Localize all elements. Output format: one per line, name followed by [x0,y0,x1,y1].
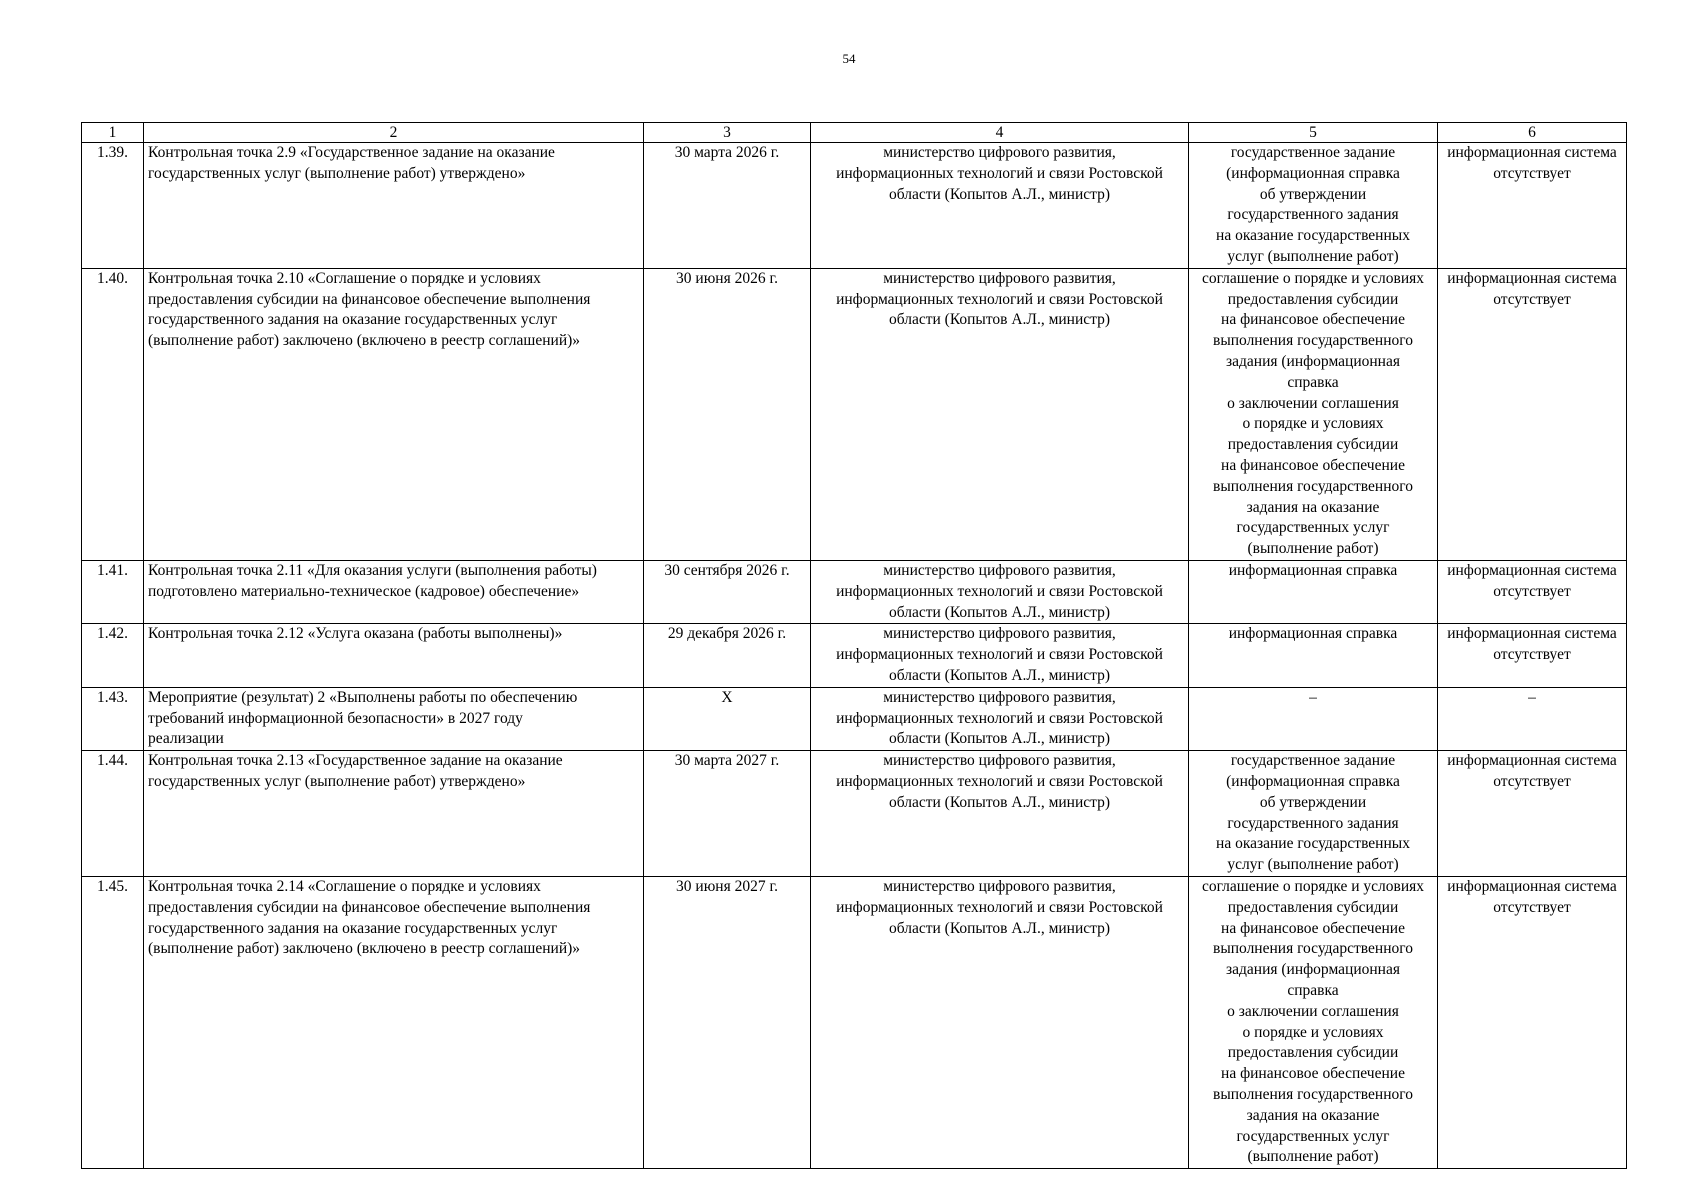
information-system-line: отсутствует [1493,646,1571,664]
confirming-document-line: (выполнение работ) [1247,1148,1379,1166]
table-row [82,751,1627,877]
responsible-executor-cell [811,687,1189,750]
column-number: 3 [644,123,811,143]
responsible-executor-line: информационных технологий и связи Ростовской [836,709,1163,727]
confirming-document-line: соглашение о порядке и условиях [1201,877,1425,895]
confirming-document-line: соглашение о порядке и условиях [1201,269,1425,287]
responsible-executor-cell [811,751,1189,877]
information-system-line: информационная система [1447,144,1617,161]
confirming-document-line: выполнения государственного [1213,940,1413,958]
information-system-cell [1438,560,1627,623]
confirming-document-line: выполнения государственного [1213,1085,1413,1103]
item-name-line: государственного задания на оказание государственных услуг [148,919,558,937]
confirming-document-cell [1189,560,1438,623]
responsible-executor-cell [811,560,1189,623]
item-number-cell: 1.45. [82,876,144,1168]
column-number: 2 [144,123,644,143]
page-number: 54 [842,51,856,66]
column-number: 5 [1189,123,1438,143]
confirming-document-line: информационная справка [1228,625,1398,643]
confirming-document-line: о заключении соглашения [1227,394,1399,412]
table-row [82,624,1627,687]
column-number: 1 [82,123,144,143]
item-name-cell [144,268,644,560]
responsible-executor-line: министерство цифрового развития, [883,688,1116,706]
due-date-line: 30 марта 2026 г. [674,144,780,161]
table-row [82,560,1627,623]
information-system-cell [1438,624,1627,687]
item-number-cell: 1.40. [82,268,144,560]
column-number-row [82,123,1627,143]
responsible-executor-cell [811,876,1189,1168]
information-system-cell [1438,268,1627,560]
due-date-line: 29 декабря 2026 г. [667,625,787,643]
information-system-line: информационная система [1447,752,1617,770]
item-name-line: Контрольная точка 2.9 «Государственное задание на оказание [148,144,555,161]
confirming-document-line: о заключении соглашения [1227,1002,1399,1020]
column-number: 6 [1438,123,1627,143]
confirming-document-line: предоставления субсидии [1227,898,1399,916]
responsible-executor-line: области (Копытов А.Л., министр) [888,919,1111,937]
confirming-document-line: задания (информационная [1226,961,1400,979]
responsible-executor-line: области (Копытов А.Л., министр) [888,730,1111,748]
responsible-executor-line: информационных технологий и связи Ростовской [836,772,1163,790]
responsible-executor-cell [811,624,1189,687]
item-name-cell [144,143,644,269]
table-row [82,687,1627,750]
information-system-line: отсутствует [1493,582,1571,600]
confirming-document-line: на финансовое обеспечение [1221,311,1405,329]
information-system-line: отсутствует [1493,898,1571,916]
confirming-document-line: о порядке и условиях [1242,415,1384,433]
table-row [82,268,1627,560]
item-number-cell: 1.43. [82,687,144,750]
due-date-line: 30 июня 2026 г. [676,269,778,287]
confirming-document-line: выполнения государственного [1213,477,1413,495]
responsible-executor-cell [811,268,1189,560]
item-name-line: подготовлено материально-техническое (кадровое) обеспечение» [148,582,580,600]
information-system-line: информационная система [1447,269,1617,287]
responsible-executor-line: области (Копытов А.Л., министр) [888,666,1111,684]
responsible-executor-line: министерство цифрового развития, [883,561,1116,579]
confirming-document-line: задания на оказание [1246,1106,1380,1124]
item-name-line: реализации [148,730,224,748]
confirming-document-cell [1189,687,1438,750]
item-name-line: предоставления субсидии на финансовое обеспечение выполнения [148,290,591,308]
responsible-executor-line: области (Копытов А.Л., министр) [888,185,1111,203]
item-name-line: требований информационной безопасности» в 2027 году [148,709,523,727]
responsible-executor-line: области (Копытов А.Л., министр) [888,603,1111,621]
confirming-document-cell [1189,624,1438,687]
plan-table [81,122,1627,1169]
confirming-document-cell [1189,143,1438,269]
information-system-line: информационная система [1447,877,1617,895]
responsible-executor-cell [811,143,1189,269]
information-system-cell [1438,143,1627,269]
confirming-document-line: справка [1287,981,1339,999]
table-row [82,143,1627,269]
responsible-executor-line: информационных технологий и связи Ростовской [836,290,1163,308]
confirming-document-line: услуг (выполнение работ) [1227,856,1399,874]
information-system-line: отсутствует [1493,164,1571,182]
confirming-document-cell [1189,876,1438,1168]
due-date-cell [644,268,811,560]
item-number-cell: 1.41. [82,560,144,623]
due-date-cell [644,876,811,1168]
information-system-cell [1438,687,1627,750]
item-name-cell [144,624,644,687]
confirming-document-line: государственных услуг [1236,519,1390,537]
responsible-executor-line: информационных технологий и связи Ростовской [836,646,1163,664]
responsible-executor-line: информационных технологий и связи Ростовской [836,164,1163,182]
due-date-cell [644,143,811,269]
due-date-line: Х [721,688,733,706]
item-name-line: Контрольная точка 2.13 «Государственное задание на оказание [148,752,563,770]
confirming-document-line: (выполнение работ) [1247,540,1379,558]
confirming-document-line: на оказание государственных [1216,835,1410,853]
item-name-cell [144,560,644,623]
item-name-line: (выполнение работ) заключено (включено в реестр соглашений)» [148,940,581,958]
information-system-line: отсутствует [1493,772,1571,790]
confirming-document-line: – [1309,688,1317,706]
confirming-document-line: справка [1287,373,1339,391]
due-date-line: 30 марта 2027 г. [674,752,780,770]
column-number: 4 [811,123,1189,143]
confirming-document-line: государственного задания [1227,814,1399,832]
confirming-document-line: задания на оказание [1246,498,1380,516]
responsible-executor-line: министерство цифрового развития, [883,144,1116,161]
information-system-line: отсутствует [1493,290,1571,308]
confirming-document-line: об утверждении [1259,793,1367,811]
responsible-executor-line: министерство цифрового развития, [883,877,1116,895]
due-date-line: 30 сентября 2026 г. [664,561,790,579]
item-name-line: Контрольная точка 2.12 «Услуга оказана (работы выполнены)» [148,625,563,643]
information-system-cell [1438,751,1627,877]
confirming-document-cell [1189,268,1438,560]
confirming-document-line: (информационная справка [1226,164,1400,182]
responsible-executor-line: министерство цифрового развития, [883,625,1116,643]
item-number-cell: 1.42. [82,624,144,687]
due-date-line: 30 июня 2027 г. [676,877,778,895]
confirming-document-cell [1189,751,1438,877]
confirming-document-line: о порядке и условиях [1242,1023,1384,1041]
table-body [82,123,1627,1169]
item-name-line: государственных услуг (выполнение работ) утверждено» [148,772,526,790]
item-number-cell: 1.44. [82,751,144,877]
information-system-line: – [1528,688,1536,706]
table-row [82,876,1627,1168]
information-system-line: информационная система [1447,561,1617,579]
item-name-line: (выполнение работ) заключено (включено в реестр соглашений)» [148,332,581,350]
confirming-document-line: об утверждении [1259,185,1367,203]
information-system-cell [1438,876,1627,1168]
confirming-document-line: на оказание государственных [1216,227,1410,245]
confirming-document-line: государственное задание [1230,144,1396,161]
confirming-document-line: на финансовое обеспечение [1221,456,1405,474]
confirming-document-line: информационная справка [1228,561,1398,579]
due-date-cell [644,560,811,623]
confirming-document-line: государственное задание [1230,752,1396,770]
confirming-document-line: услуг (выполнение работ) [1227,247,1399,265]
confirming-document-line: на финансовое обеспечение [1221,1065,1405,1083]
item-number-cell: 1.39. [82,143,144,269]
information-system-line: информационная система [1447,625,1617,643]
item-name-line: государственных услуг (выполнение работ) утверждено» [148,164,526,182]
due-date-cell [644,751,811,877]
confirming-document-line: предоставления субсидии [1227,1044,1399,1062]
responsible-executor-line: информационных технологий и связи Ростовской [836,582,1163,600]
due-date-cell [644,687,811,750]
item-name-cell [144,687,644,750]
confirming-document-line: выполнения государственного [1213,332,1413,350]
item-name-line: предоставления субсидии на финансовое обеспечение выполнения [148,898,591,916]
responsible-executor-line: области (Копытов А.Л., министр) [888,793,1111,811]
responsible-executor-line: министерство цифрового развития, [883,752,1116,770]
confirming-document-line: предоставления субсидии [1227,436,1399,454]
responsible-executor-line: области (Копытов А.Л., министр) [888,311,1111,329]
item-name-line: государственного задания на оказание государственных услуг [148,311,558,329]
item-name-cell [144,876,644,1168]
item-name-cell [144,751,644,877]
responsible-executor-line: информационных технологий и связи Ростовской [836,898,1163,916]
confirming-document-line: предоставления субсидии [1227,290,1399,308]
responsible-executor-line: министерство цифрового развития, [883,269,1116,287]
item-name-line: Мероприятие (результат) 2 «Выполнены работы по обеспечению [148,688,578,706]
confirming-document-line: на финансовое обеспечение [1221,919,1405,937]
due-date-cell [644,624,811,687]
confirming-document-line: (информационная справка [1226,772,1400,790]
item-name-line: Контрольная точка 2.10 «Соглашение о порядке и условиях [148,269,541,287]
confirming-document-line: государственного задания [1227,206,1399,224]
confirming-document-line: задания (информационная [1226,352,1400,370]
item-name-line: Контрольная точка 2.14 «Соглашение о порядке и условиях [148,877,541,895]
item-name-line: Контрольная точка 2.11 «Для оказания услуги (выполнения работы) [148,561,597,579]
confirming-document-line: государственных услуг [1236,1127,1390,1145]
